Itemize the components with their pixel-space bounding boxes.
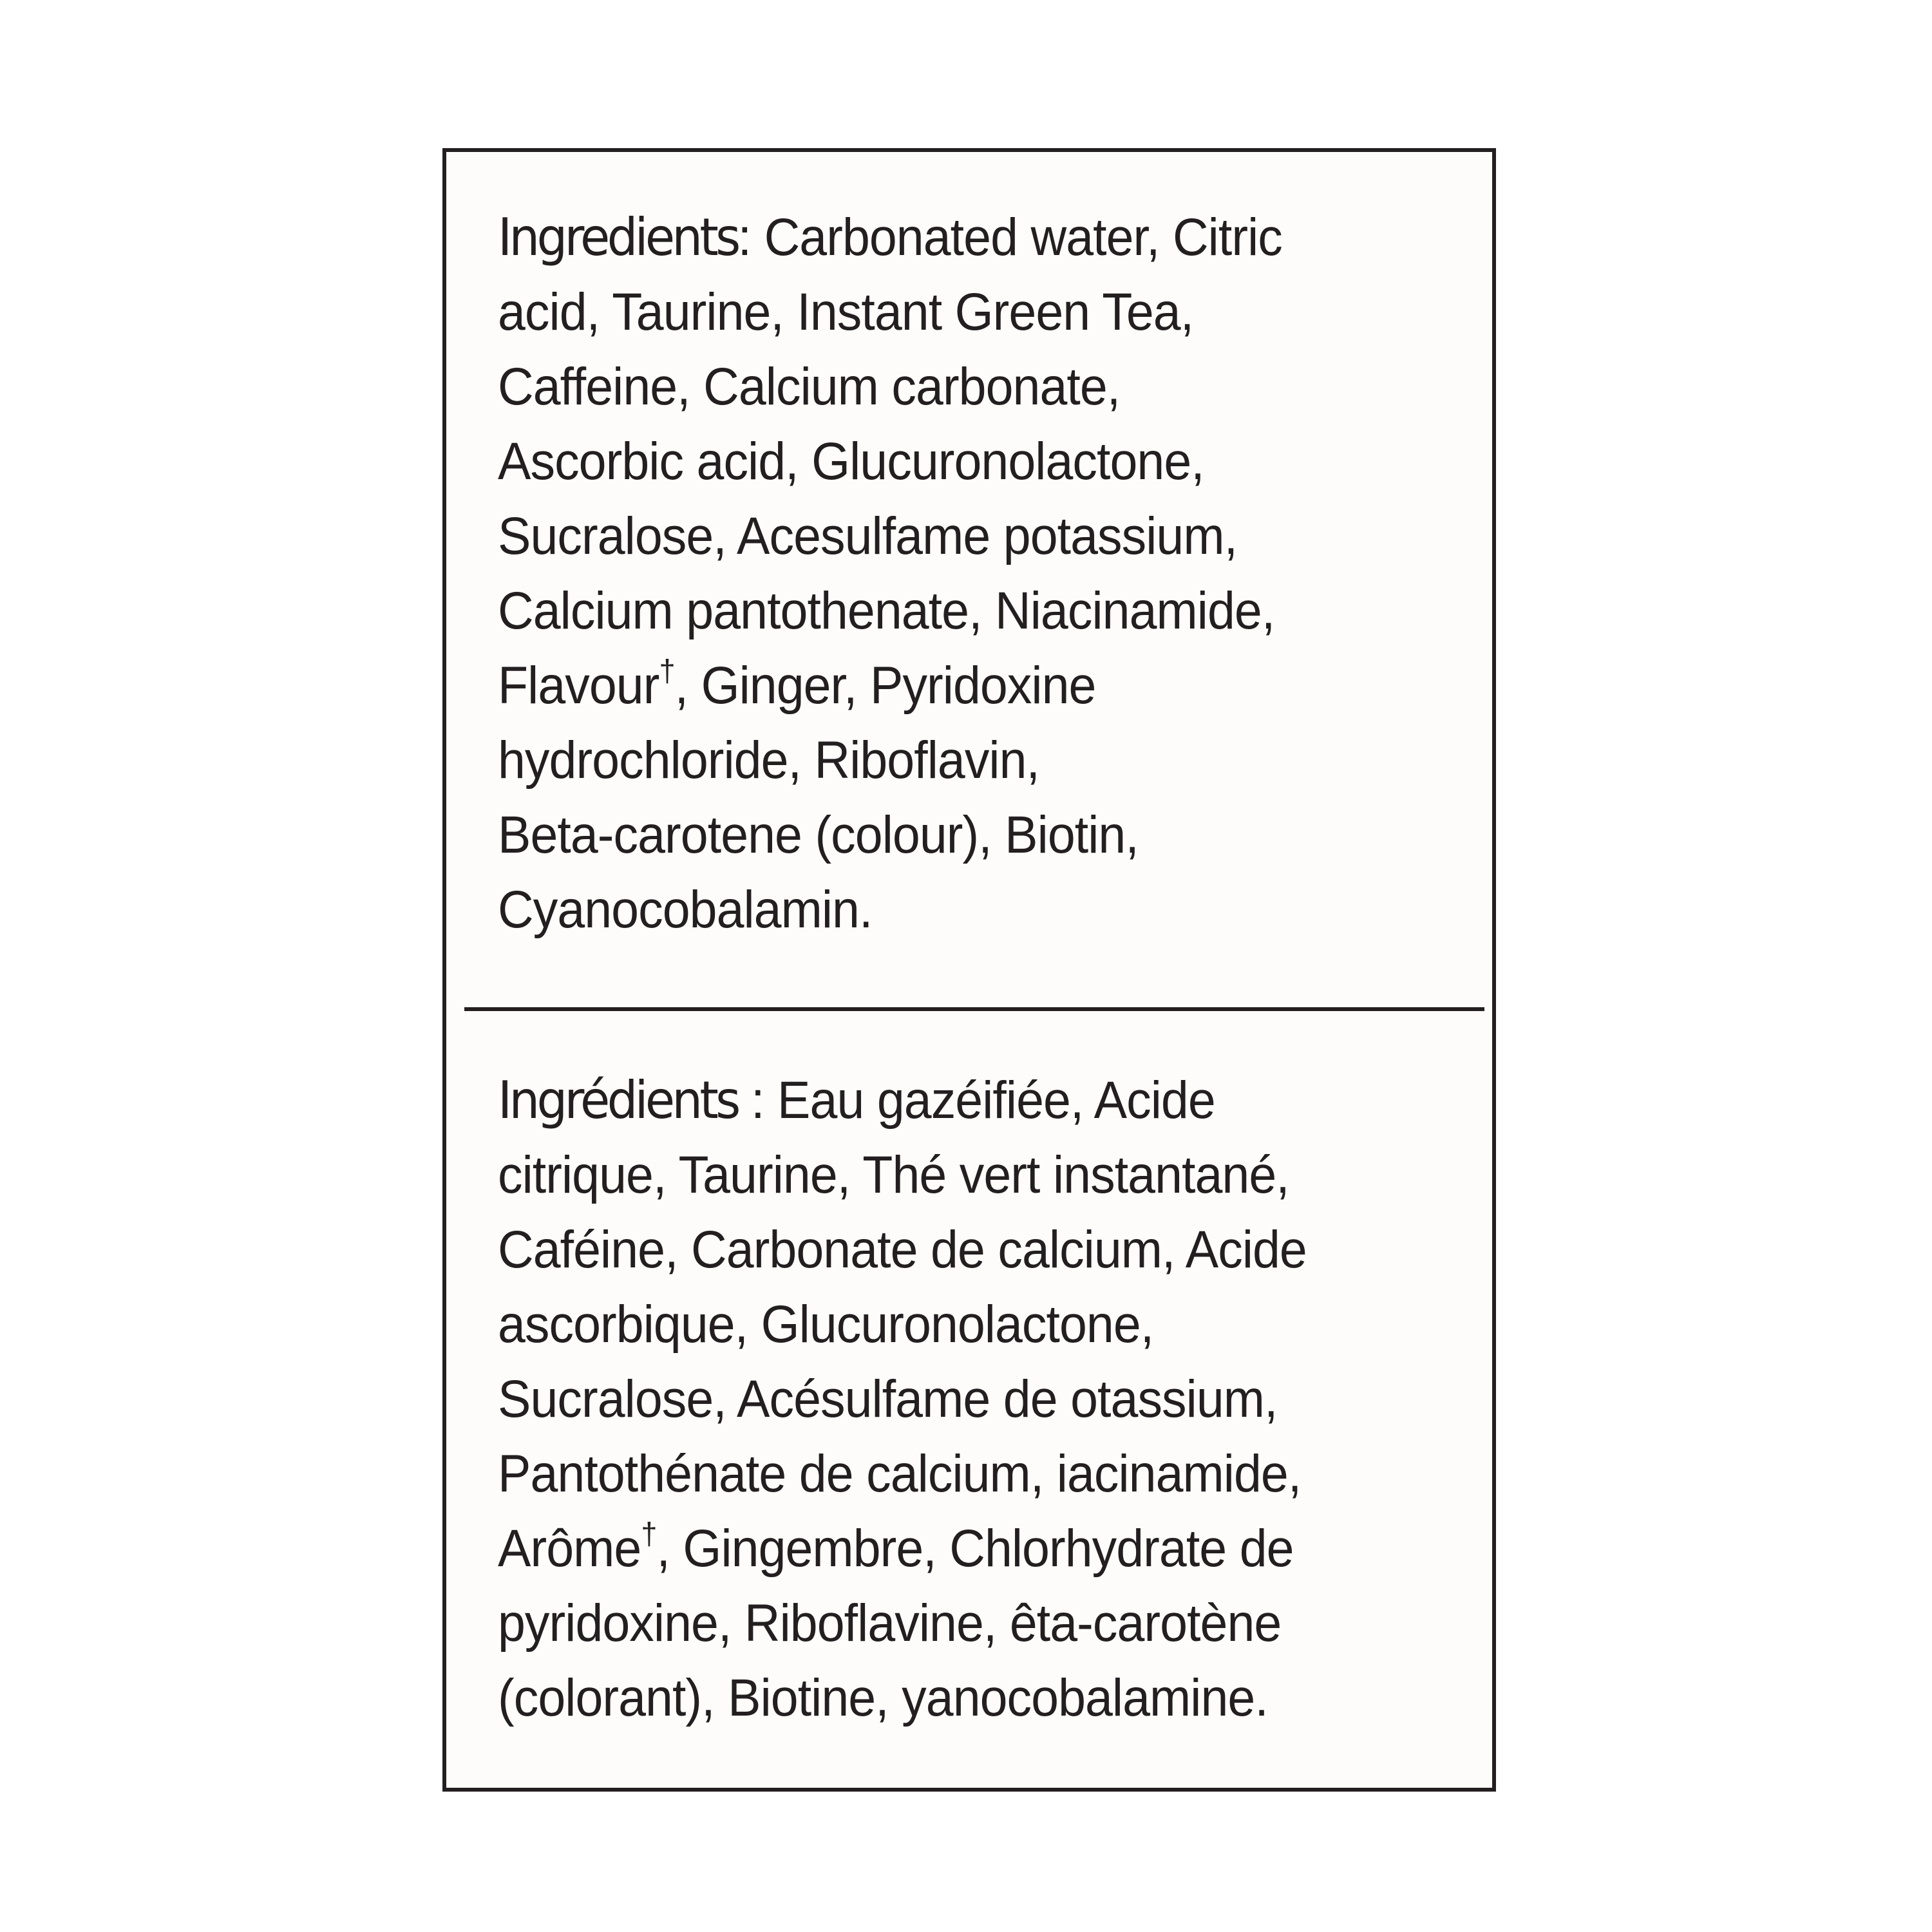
french-line-3: Caféine, Carbonate de calcium, Acide [498,1220,1307,1279]
french-arome-text: Arôme [498,1519,641,1578]
english-flavour-text: Flavour [498,656,659,715]
english-line-1-text: : Carbonated water, Citric [737,208,1282,267]
english-line-1 [498,200,1388,275]
english-line-5: Sucralose, Acesulfame potassium, [498,507,1238,565]
english-line-7-text: , Ginger, Pyridoxine [674,656,1096,715]
english-ingredients-heading: Ingredients [498,207,738,267]
english-line-4: Ascorbic acid, Glucuronolactone, [498,432,1204,491]
french-line-8: pyridoxine, Riboflavine, êta-carotène [498,1594,1282,1653]
french-line-7 [498,1511,1388,1586]
french-line-1-text: : Eau gazéifiée, Acide [737,1071,1215,1130]
english-dagger-mark: † [659,654,675,688]
english-line-6: Calcium pantothenate, Niacinamide, [498,582,1275,640]
english-ingredients [498,200,1388,947]
french-line-2: citrique, Taurine, Thé vert instantané, [498,1146,1289,1204]
language-divider [464,1007,1484,1011]
english-line-7 [498,649,1388,723]
french-line-4: ascorbique, Glucuronolactone, [498,1295,1154,1354]
french-line-6: Pantothénate de calcium, iacinamide, [498,1444,1302,1503]
french-line-5: Sucralose, Acésulfame de otassium, [498,1370,1278,1428]
ingredients-label-panel [442,148,1496,1792]
french-line-7-text: , Gingembre, Chlorhydrate de [656,1519,1294,1578]
french-line-1 [498,1063,1388,1138]
english-line-8: hydrochloride, Riboflavin, [498,731,1040,790]
english-line-2: acid, Taurine, Instant Green Tea, [498,283,1194,341]
french-dagger-mark: † [641,1517,657,1551]
french-ingredients [498,1063,1388,1736]
english-line-9: Beta-carotene (colour), Biotin, [498,806,1139,864]
english-line-3: Caffeine, Calcium carbonate, [498,357,1121,416]
french-ingredients-heading: Ingrédients [498,1070,738,1130]
english-line-10: Cyanocobalamin. [498,880,873,939]
french-line-9: (colorant), Biotine, yanocobalamine. [498,1669,1268,1727]
